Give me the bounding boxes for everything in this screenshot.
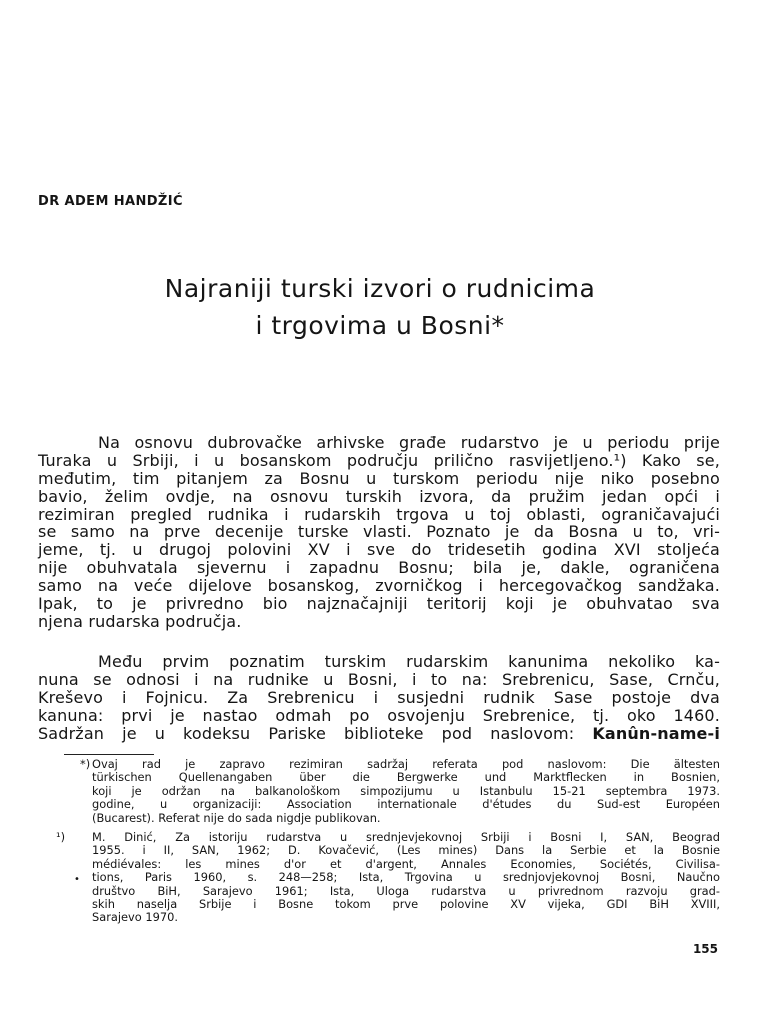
paragraph-line: jeme, tj. u drugoj polovini XV i sve do tridesetih godina XVI stoljeća	[38, 540, 720, 560]
paragraph-2	[38, 653, 720, 742]
kanun-name-term: Kanûn-name-i	[592, 723, 720, 743]
footnote-line: Ovaj rad je zapravo rezimiran sadržaj referata pod naslovom: Die ältesten	[92, 757, 720, 771]
footnote-line: 1955. i II, SAN, 1962; D. Kovačević, (Les mines) Dans la Serbie et la Bosnie	[92, 843, 720, 858]
footnote-line: M. Dinić, Za istoriju rudarstva u srednjevjekovnoj Srbiji i Bosni I, SAN, Beograd	[92, 829, 720, 844]
paragraph-line: nuna se odnosi i na rudnike u Bosni, i to na: Srebrenicu, Sase, Crnču,	[38, 669, 720, 689]
footnote-star	[64, 758, 720, 825]
article-title-line-1: Najraniji turski izvori o rudnicima	[164, 274, 596, 303]
paragraph-line: Na osnovu dubrovačke arhivske građe rudarstvo je u periodu prije	[98, 433, 720, 452]
paragraph-line: međutim, tim pitanjem za Bosnu u turskom periodu nije niko posebno	[38, 468, 720, 488]
paragraph-line: samo na veće dijelove bosanskog, zvorničkog i hercegovačkog sandžaka.	[38, 576, 720, 596]
footnote-line: médiévales: les mines d'or et d'argent, Annales Economies, Sociétés, Civilisa-	[92, 856, 720, 871]
paragraph-1	[38, 434, 720, 631]
page-number: 155	[692, 942, 718, 956]
footnote-line: türkischen Quellenangaben über die Bergwerke und Marktflecken in Bosnien,	[92, 770, 720, 785]
paragraph-line: kanuna: prvi je nastao odmah po osvojenju Srebrenice, tj. oko 1460.	[38, 705, 720, 725]
author-name: DR ADEM HANDŽIĆ	[38, 194, 183, 209]
paragraph-line: Među prvim poznatim turskim rudarskim kanunima nekoliko ka-	[98, 652, 720, 671]
paragraph-line: nije obuhvatala sjevernu i zapadnu Bosnu; bila je, dakle, ograničena	[38, 558, 720, 578]
footnote-line: godine, u organizaciji: Association internationale d'études du Sud-est Européen	[92, 797, 720, 812]
paragraph-line: Sadržan je u kodeksu Pariske biblioteke pod naslovom: Kanûn-name-i	[38, 723, 720, 743]
footnotes	[56, 757, 720, 925]
paragraph-line: Ipak, to je privredno bio najznačajniji teritorij koji je obuhvatao sva	[38, 594, 720, 614]
paragraph-line: rezimiran pregled rudnika i rudarskih trgova u toj oblasti, ograničavajući	[38, 504, 720, 524]
footnote-line: društvo BiH, Sarajevo 1961; Ista, Uloga rudarstva u privrednom razvoju grad-	[92, 883, 720, 898]
footnote-line: skih naselja Srbije i Bosne tokom prve polovine XV vijeka, GDI BiH XVIII,	[92, 896, 720, 911]
footnote-divider	[64, 754, 154, 755]
paragraph-line: Turaka u Srbiji, i u bosanskom području prilično rasvijetljeno.¹) Kako se,	[38, 450, 720, 470]
footnote-line: tions, Paris 1960, s. 248—258; Ista, Trgovina u srednjovjekovnoj Bosni, Naučno	[92, 870, 720, 885]
footnote-line: (Bucarest). Referat nije do sada nigdje publikovan.	[92, 810, 381, 825]
footnote-one	[56, 829, 720, 925]
paragraph-line: bavio, želim ovdje, na osnovu turskih izvora, da pružim jedan opći i	[38, 486, 720, 506]
article-title-line-2: i trgovima u Bosni*	[255, 311, 505, 340]
footnote-mark: ¹)	[56, 829, 66, 844]
footnote-line: Sarajevo 1970.	[92, 910, 178, 925]
paragraph-line: se samo na prve decenije turske vlasti. Poznato je da Bosna u to, vri-	[38, 522, 720, 542]
paragraph-line: Kreševo i Fojnicu. Za Srebrenicu i susjedni rudnik Sase postoje dva	[38, 687, 720, 707]
footnote-line: koji je održan na balkanološkom simpozijumu u Istanbulu 15-21 septembra 1973.	[92, 783, 720, 798]
footnote-mark: *)	[80, 757, 91, 771]
paragraph-line: njena rudarska područja.	[38, 611, 242, 631]
margin-dot-mark: •	[74, 874, 80, 885]
